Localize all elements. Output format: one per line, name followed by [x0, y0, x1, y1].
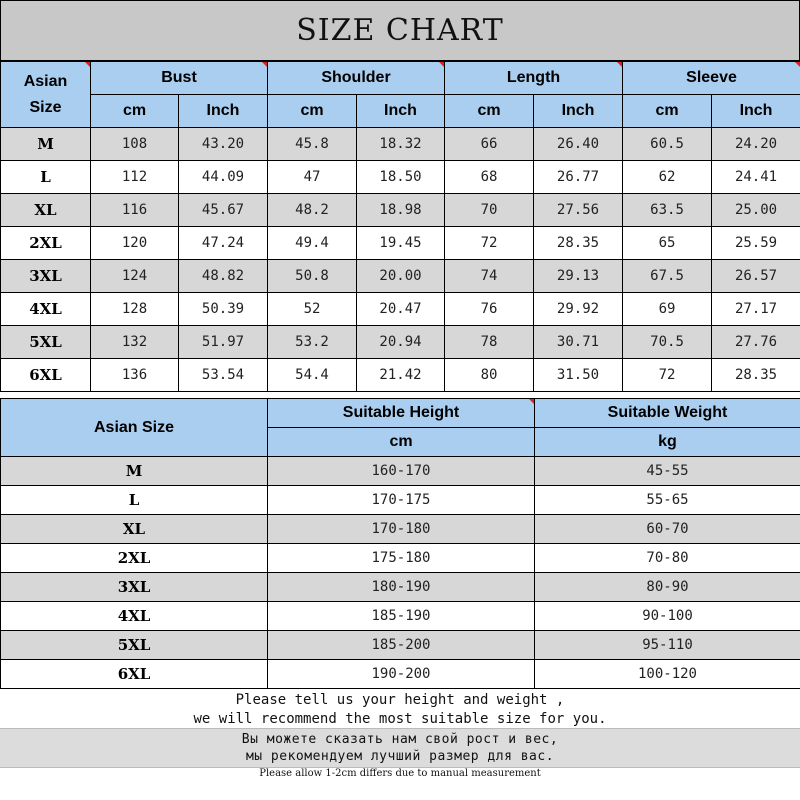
size-cell: 2XL [1, 227, 91, 260]
size-cell: 6XL [1, 660, 268, 689]
value-cell: 53.54 [179, 359, 268, 392]
unit-header: cm [445, 95, 534, 128]
weight-cell: 100-120 [535, 660, 800, 689]
table-row [1, 515, 800, 544]
size-cell: 4XL [1, 602, 268, 631]
value-cell: 76 [445, 293, 534, 326]
value-cell: 45.67 [179, 194, 268, 227]
value-cell: 19.45 [357, 227, 445, 260]
height-cell: 170-180 [268, 515, 535, 544]
bust-header: Bust [91, 62, 268, 95]
size-cell: M [1, 128, 91, 161]
table-row [1, 486, 800, 515]
suitable-weight-header: Suitable Weight [535, 399, 800, 428]
height-cell: 190-200 [268, 660, 535, 689]
size-cell: L [1, 486, 268, 515]
value-cell: 69 [623, 293, 712, 326]
table-row [1, 544, 800, 573]
value-cell: 18.98 [357, 194, 445, 227]
value-cell: 49.4 [268, 227, 357, 260]
value-cell: 63.5 [623, 194, 712, 227]
value-cell: 31.50 [534, 359, 623, 392]
value-cell: 128 [91, 293, 179, 326]
measurement-disclaimer: Please allow 1-2cm differs due to manual measurement [259, 768, 541, 779]
notes-section [0, 690, 800, 800]
table-row [1, 161, 800, 194]
value-cell: 66 [445, 128, 534, 161]
value-cell: 52 [268, 293, 357, 326]
weight-cell: 55-65 [535, 486, 800, 515]
table-row [1, 660, 800, 689]
value-cell: 48.82 [179, 260, 268, 293]
value-cell: 29.92 [534, 293, 623, 326]
value-cell: 70 [445, 194, 534, 227]
table-row [1, 631, 800, 660]
value-cell: 28.35 [534, 227, 623, 260]
value-cell: 50.8 [268, 260, 357, 293]
value-cell: 116 [91, 194, 179, 227]
value-cell: 48.2 [268, 194, 357, 227]
value-cell: 27.76 [712, 326, 800, 359]
value-cell: 20.47 [357, 293, 445, 326]
value-cell: 18.32 [357, 128, 445, 161]
weight-cell: 45-55 [535, 457, 800, 486]
value-cell: 72 [623, 359, 712, 392]
weight-unit-header: kg [535, 428, 800, 457]
length-header: Length [445, 62, 623, 95]
size-cell: 2XL [1, 544, 268, 573]
fit-asian-size-header: Asian Size [1, 399, 268, 457]
note-russian-line-1: Вы можете сказать нам свой рост и вес, [241, 732, 559, 747]
unit-header: Inch [357, 95, 445, 128]
table-row [1, 573, 800, 602]
value-cell: 26.40 [534, 128, 623, 161]
value-cell: 27.56 [534, 194, 623, 227]
value-cell: 80 [445, 359, 534, 392]
value-cell: 45.8 [268, 128, 357, 161]
weight-cell: 60-70 [535, 515, 800, 544]
value-cell: 30.71 [534, 326, 623, 359]
asian-size-header-label: Asian Size [23, 72, 68, 116]
table-row [1, 227, 800, 260]
height-cell: 170-175 [268, 486, 535, 515]
weight-cell: 95-110 [535, 631, 800, 660]
weight-cell: 80-90 [535, 573, 800, 602]
asian-size-header [1, 62, 91, 128]
table-row [1, 602, 800, 631]
size-cell: M [1, 457, 268, 486]
table-row [1, 128, 800, 161]
value-cell: 65 [623, 227, 712, 260]
title-bar [0, 0, 800, 61]
value-cell: 78 [445, 326, 534, 359]
note-russian-block [0, 728, 800, 768]
weight-cell: 90-100 [535, 602, 800, 631]
height-weight-table [0, 398, 800, 689]
unit-header: Inch [179, 95, 268, 128]
value-cell: 74 [445, 260, 534, 293]
value-cell: 27.17 [712, 293, 800, 326]
size-cell: 5XL [1, 326, 91, 359]
unit-header: Inch [712, 95, 800, 128]
size-cell: XL [1, 515, 268, 544]
size-cell: 3XL [1, 573, 268, 602]
value-cell: 51.97 [179, 326, 268, 359]
size-cell: 3XL [1, 260, 91, 293]
value-cell: 50.39 [179, 293, 268, 326]
table-row [1, 293, 800, 326]
value-cell: 112 [91, 161, 179, 194]
value-cell: 28.35 [712, 359, 800, 392]
value-cell: 18.50 [357, 161, 445, 194]
unit-header: cm [91, 95, 179, 128]
value-cell: 21.42 [357, 359, 445, 392]
value-cell: 108 [91, 128, 179, 161]
table-row [1, 260, 800, 293]
table-row [1, 194, 800, 227]
sleeve-header: Sleeve [623, 62, 800, 95]
value-cell: 20.00 [357, 260, 445, 293]
value-cell: 24.20 [712, 128, 800, 161]
value-cell: 29.13 [534, 260, 623, 293]
value-cell: 43.20 [179, 128, 268, 161]
value-cell: 72 [445, 227, 534, 260]
table-row [1, 457, 800, 486]
value-cell: 24.41 [712, 161, 800, 194]
size-cell: 5XL [1, 631, 268, 660]
height-cell: 185-200 [268, 631, 535, 660]
size-cell: L [1, 161, 91, 194]
height-cell: 160-170 [268, 457, 535, 486]
value-cell: 54.4 [268, 359, 357, 392]
height-cell: 185-190 [268, 602, 535, 631]
value-cell: 68 [445, 161, 534, 194]
note-english-line-2: we will recommend the most suitable size for you. [193, 711, 607, 727]
height-cell: 175-180 [268, 544, 535, 573]
value-cell: 47.24 [179, 227, 268, 260]
value-cell: 60.5 [623, 128, 712, 161]
value-cell: 62 [623, 161, 712, 194]
page-title: SIZE CHART [296, 13, 504, 48]
value-cell: 26.57 [712, 260, 800, 293]
table-row [1, 359, 800, 392]
value-cell: 53.2 [268, 326, 357, 359]
value-cell: 132 [91, 326, 179, 359]
weight-cell: 70-80 [535, 544, 800, 573]
unit-header: cm [268, 95, 357, 128]
value-cell: 25.00 [712, 194, 800, 227]
height-cell: 180-190 [268, 573, 535, 602]
table-row [1, 326, 800, 359]
note-russian-line-2: мы рекомендуем лучший размер для вас. [245, 749, 555, 764]
value-cell: 67.5 [623, 260, 712, 293]
value-cell: 26.77 [534, 161, 623, 194]
note-english-line-1: Please tell us your height and weight , [235, 692, 565, 708]
value-cell: 44.09 [179, 161, 268, 194]
suitable-height-header: Suitable Height [268, 399, 535, 428]
value-cell: 120 [91, 227, 179, 260]
size-cell: 6XL [1, 359, 91, 392]
value-cell: 70.5 [623, 326, 712, 359]
value-cell: 20.94 [357, 326, 445, 359]
shoulder-header: Shoulder [268, 62, 445, 95]
value-cell: 136 [91, 359, 179, 392]
unit-header: Inch [534, 95, 623, 128]
size-measurement-table [0, 61, 800, 392]
value-cell: 47 [268, 161, 357, 194]
value-cell: 124 [91, 260, 179, 293]
size-cell: XL [1, 194, 91, 227]
unit-header: cm [623, 95, 712, 128]
value-cell: 25.59 [712, 227, 800, 260]
size-cell: 4XL [1, 293, 91, 326]
height-unit-header: cm [268, 428, 535, 457]
